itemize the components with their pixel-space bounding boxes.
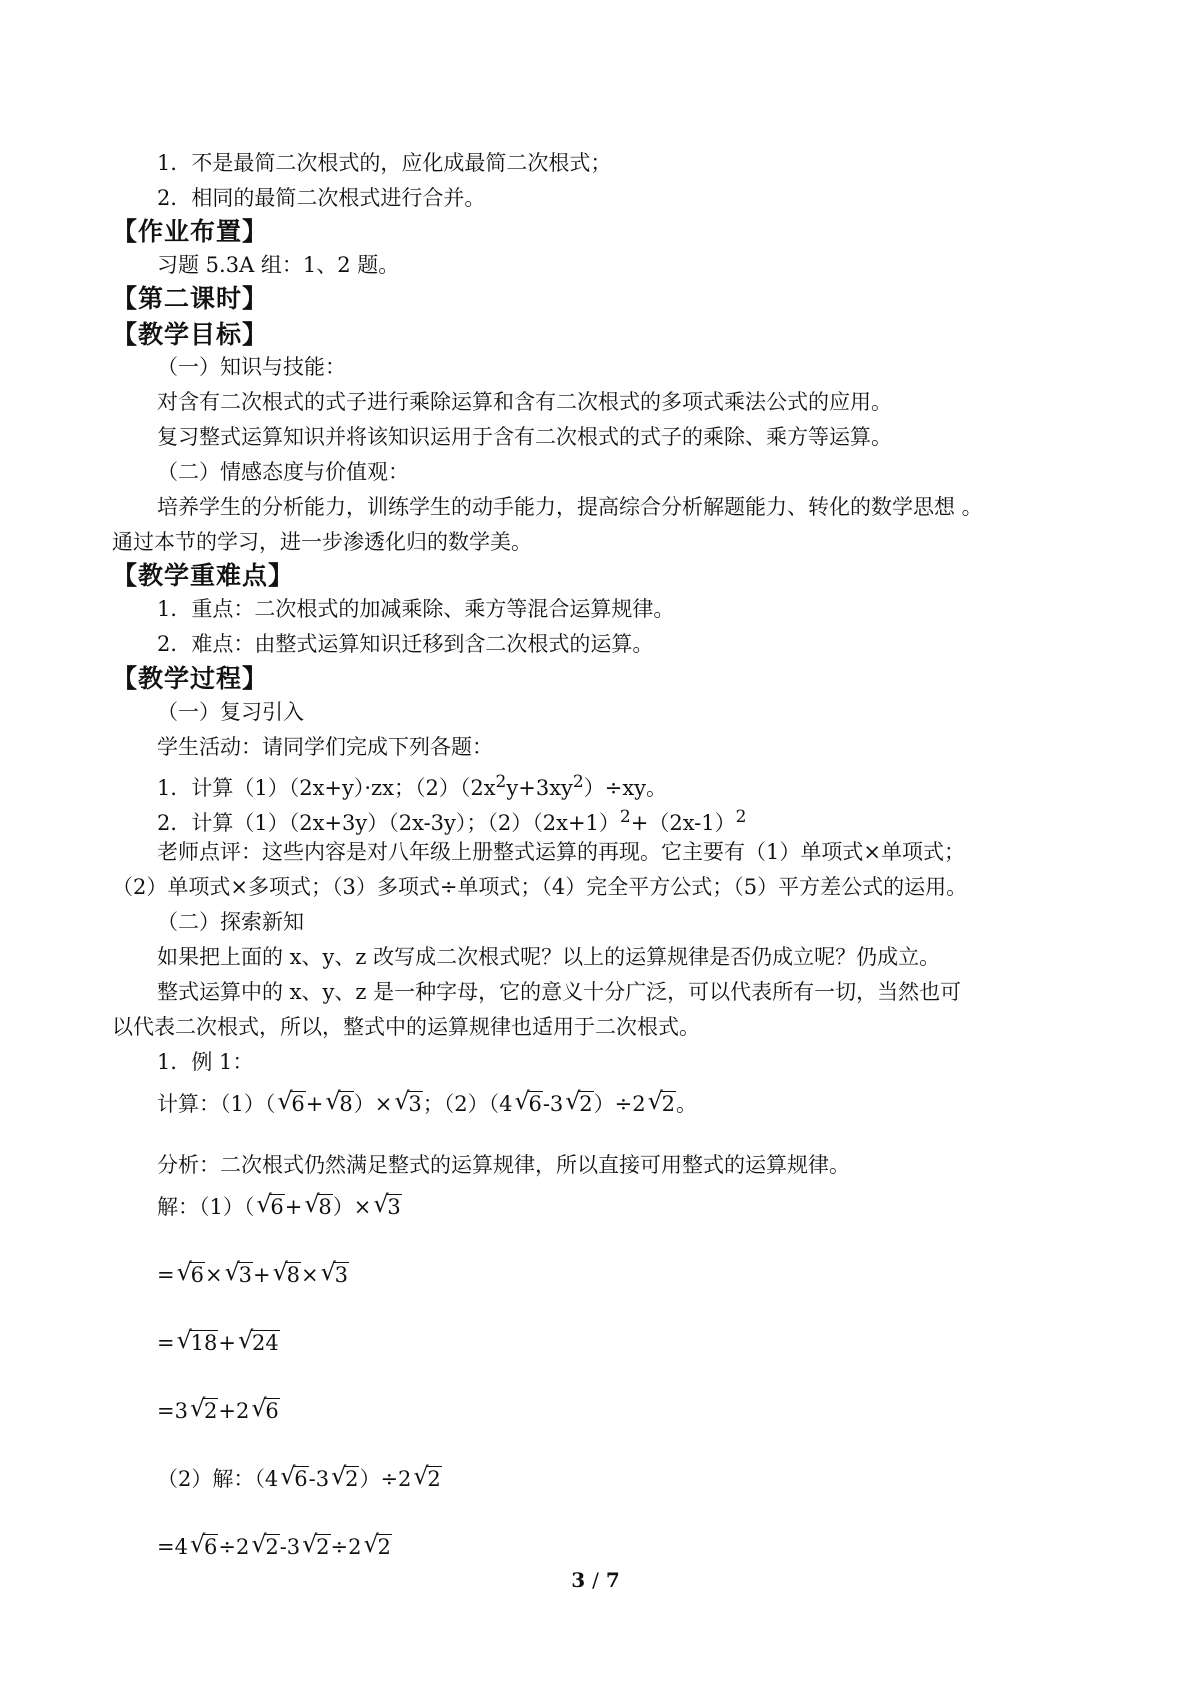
text-line: 整式运算中的 x、y、z 是一种字母，它的意义十分广泛，可以代表所有一切，当然也可: [157, 980, 962, 1004]
section-heading: 【第二课时】: [112, 284, 269, 313]
text-line: （2）单项式×多项式；（3）多项式÷单项式；（4）完全平方公式；（5）平方差公式的运用。: [112, 875, 968, 899]
solution-line: =√ 6×√ 3+√ 8×√ 3: [157, 1258, 349, 1292]
text-line: 以代表二次根式，所以，整式中的运算规律也适用于二次根式。: [112, 1015, 700, 1039]
text-line: 通过本节的学习，进一步渗透化归的数学美。: [112, 530, 532, 554]
page-number: 3 / 7: [571, 1568, 620, 1592]
example-expression: 计算：（1）（√ 6+√ 8）×√ 3；（2）（4√ 6-3√ 2）÷2√ 2。: [157, 1087, 697, 1121]
solution-line: =4√ 6÷2√ 2-3√ 2÷2√ 2: [157, 1530, 392, 1564]
text-line: 分析：二次根式仍然满足整式的运算规律，所以直接可用整式的运算规律。: [157, 1153, 850, 1177]
text-line: （二）探索新知: [157, 910, 304, 934]
text-line: 1．计算（1）（2x+y）·zx；$(2)(2x^2y+3xy^2)\div xy$。: [157, 772, 668, 800]
solution-line: =√ 18+√ 24: [157, 1326, 280, 1360]
text-line: 复习整式运算知识并将该知识运用于含有二次根式的式子的乘除、乘方等运算。: [157, 425, 892, 449]
text-line: （一）复习引入: [157, 700, 304, 724]
section-heading: 【教学过程】: [112, 664, 269, 693]
text-line: 2．相同的最简二次根式进行合并。: [157, 186, 486, 210]
solution-line: （2）解：（4√ 6-3√ 2）÷2√ 2: [157, 1462, 442, 1496]
text-line: 2．计算（1）（2x+3y）（2x-3y）；$(2)(2x+1)^2+(2x-1)^2$: [157, 807, 747, 835]
section-heading: 【作业布置】: [112, 217, 269, 246]
text-line: 1．例 1：: [157, 1050, 254, 1074]
section-heading: 【教学重难点】: [112, 561, 295, 590]
text-line: 老师点评：这些内容是对八年级上册整式运算的再现。它主要有（1）单项式×单项式；: [157, 840, 965, 864]
text-line: 培养学生的分析能力，训练学生的动手能力，提高综合分析解题能力、转化的数学思想 。: [157, 495, 983, 519]
solution-line: 解：（1）（√ 6+√ 8）×√ 3: [157, 1190, 402, 1224]
text-line: 1．不是最简二次根式的，应化成最简二次根式；: [157, 151, 612, 175]
text-line: 对含有二次根式的式子进行乘除运算和含有二次根式的多项式乘法公式的应用。: [157, 390, 892, 414]
text-line: 习题 5.3A 组：1、2 题。: [157, 253, 400, 277]
text-line: 1．重点：二次根式的加减乘除、乘方等混合运算规律。: [157, 597, 675, 621]
text-line: （一）知识与技能：: [157, 355, 346, 379]
section-heading: 【教学目标】: [112, 320, 269, 349]
text-line: 如果把上面的 x、y、z 改写成二次根式呢？以上的运算规律是否仍成立呢？仍成立。: [157, 945, 941, 969]
text-line: （二）情感态度与价值观：: [157, 460, 409, 484]
text-line: 2．难点：由整式运算知识迁移到含二次根式的运算。: [157, 632, 654, 656]
text-line: 学生活动：请同学们完成下列各题：: [157, 735, 493, 759]
solution-line: =3√ 2+2√ 6: [157, 1394, 280, 1428]
